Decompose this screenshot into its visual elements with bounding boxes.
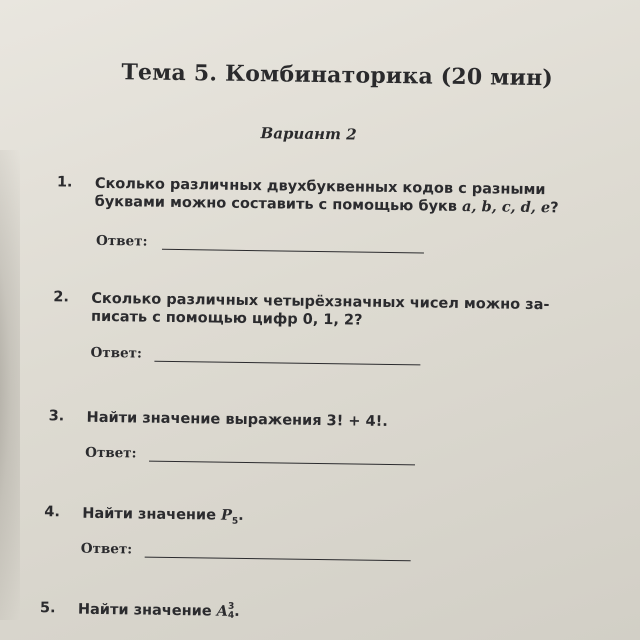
answer-label: Ответ: [80,540,133,558]
answer-4 [81,541,133,558]
question-number: 3. [48,408,65,425]
question-text: Найти значение A 3 4 . [77,601,240,621]
question-number: 4. [44,504,61,521]
question-number: 2. [53,289,70,306]
question-text: Найти значение выражения 3! + 4!. [86,409,388,430]
answer-label: Ответ: [90,344,143,362]
answer-3 [85,445,137,462]
question-number: 5. [39,600,56,617]
answer-label: Ответ: [95,232,148,250]
question-text: Сколько различных четырёхзначных чисел можно за- писать с помощью цифр 0, 1, 2? [90,290,550,329]
answer-line[interactable] [162,249,424,254]
question-text: Найти значение $P_5$. [82,505,244,527]
answer-line[interactable] [149,461,415,466]
page-title: Тема 5. Комбинаторика (20 мин) [121,59,554,92]
variant-label: Вариант 2 [260,124,357,144]
question-text: Сколько различных двухбуквенных кодов с разными буквами можно составить с помощью букв a, b, c, d, e? [94,175,559,217]
answer-line[interactable] [145,557,411,562]
answer-line[interactable] [154,361,420,366]
answer-1 [96,233,148,250]
question-number: 1. [56,174,73,191]
answer-2 [90,345,142,362]
answer-label: Ответ: [85,444,137,462]
